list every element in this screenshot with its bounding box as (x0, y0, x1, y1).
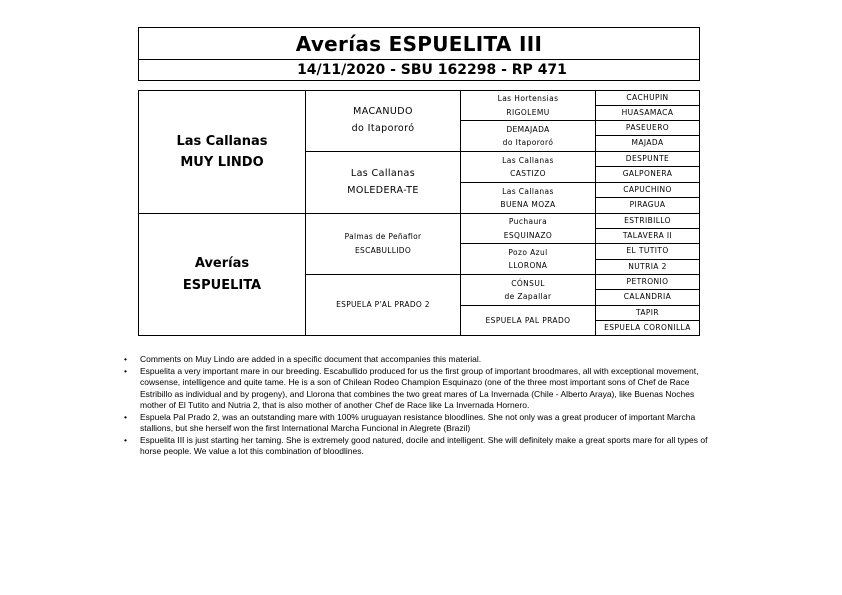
sire-sire-cell (305, 90, 461, 152)
sire-dam-breeder: Las Callanas (350, 167, 416, 179)
gen4-cell-7 (595, 182, 700, 198)
gen4-cell-3 (595, 120, 700, 136)
gen3-4-breeder: Las Callanas (502, 186, 554, 196)
gen4-name-11: EL TUTITO (626, 246, 669, 256)
note-text: Espuelita a very important mare in our breeding. Escabullido produced for us the first group of important broodmares, all with exceptional movement, cowsense, intelligence and quite tame. He is a son of Chilean Rodeo Champion Esquinazo (one of the three most important sons of Chef de Race Estribillo as individual and by progeny), and Llorona that combines the two great mares of La Invernada (Chile - Alberto Araya), like Buenas Noches mother of El Tutito and Nutria 2, that is also mother of another Chef de Race like La Invernada Hornero. (140, 365, 699, 411)
gen4-name-1: CACHUPIN (626, 92, 669, 102)
dam-name: ESPUELITA (182, 277, 262, 293)
gen4-cell-12 (595, 259, 700, 275)
gen3-cell-1 (460, 90, 596, 121)
gen4-cell-2 (595, 105, 700, 121)
dam-cell (138, 213, 306, 336)
gen3-2-origin: do Itapororó (502, 138, 554, 147)
gen4-name-7: CAPUCHINO (623, 184, 672, 194)
notes-list (124, 354, 720, 458)
gen4-name-2: HUASAMACA (621, 107, 674, 117)
gen4-name-14: CALANDRIA (623, 292, 672, 302)
gen4-name-4: MAJADA (631, 138, 664, 148)
dam-sire-breeder: Palmas de Peñaflor (344, 231, 422, 241)
gen3-cell-4 (460, 182, 596, 214)
dam-sire-cell (305, 213, 461, 275)
dam-breeder: Averías (194, 256, 250, 272)
dam-dam-name: ESPUELA P'AL PRADO 2 (336, 299, 430, 309)
gen4-cell-13 (595, 274, 700, 290)
gen3-cell-8 (460, 305, 596, 336)
gen3-6-breeder: Pozo Azul (508, 247, 548, 257)
page-subtitle: 14/11/2020 - SBU 162298 - RP 471 (297, 62, 567, 78)
gen4-name-15: TAPIR (635, 307, 660, 317)
gen3-1-breeder: Las Hortensias (497, 94, 559, 104)
sire-sire-origin: do Itapororó (351, 123, 415, 134)
gen4-name-10: TALAVERA II (622, 230, 673, 240)
gen3-1-name: RIGOLEMU (506, 107, 550, 117)
gen3-8-name: ESPUELA PAL PRADO (485, 315, 571, 325)
gen4-cell-14 (595, 289, 700, 306)
gen4-name-3: PASEUERO (625, 122, 670, 132)
note-item (124, 354, 720, 366)
sire-name: MUY LINDO (180, 155, 264, 170)
bullet-icon: • (124, 365, 127, 376)
bullet-icon: • (124, 354, 127, 364)
gen4-name-13: PETRONIO (626, 276, 669, 286)
sire-dam-name: MOLEDERA-TE (347, 184, 419, 196)
gen3-cell-7 (460, 274, 596, 306)
note-text: Comments on Muy Lindo are added in a specific document that accompanies this material. (140, 354, 482, 364)
gen4-cell-6 (595, 166, 700, 183)
gen4-cell-11 (595, 243, 700, 260)
gen4-cell-16 (595, 320, 700, 336)
gen3-3-breeder: Las Callanas (502, 155, 554, 165)
page-title: Averías ESPUELITA III (295, 32, 543, 56)
gen4-name-12: NUTRIA 2 (628, 261, 667, 271)
bullet-icon: • (124, 434, 127, 445)
gen4-cell-8 (595, 197, 700, 214)
note-item (124, 366, 720, 412)
gen4-cell-5 (595, 151, 700, 167)
gen3-cell-3 (460, 151, 596, 183)
title-box (138, 27, 700, 81)
gen3-7-origin: de Zapallar (504, 292, 552, 301)
gen3-5-name: ESQUINAZO (503, 230, 553, 240)
gen4-name-8: PIRAGUA (629, 200, 666, 210)
gen4-name-5: DESPUNTE (625, 153, 670, 163)
sire-breeder: Las Callanas (176, 133, 268, 149)
gen3-cell-5 (460, 213, 596, 244)
gen3-cell-2 (460, 120, 596, 152)
gen3-7-name: CÓNSUL (511, 278, 545, 288)
gen4-cell-4 (595, 135, 700, 152)
gen3-4-name: BUENA MOZA (500, 200, 556, 209)
sire-sire-name: MACANUDO (353, 106, 413, 118)
gen4-name-9: ESTRIBILLO (624, 215, 671, 225)
gen4-cell-10 (595, 228, 700, 244)
gen3-6-name: LLORONA (508, 261, 548, 270)
sire-cell (138, 90, 306, 214)
note-text: Espuela Pal Prado 2, was an outstanding mare with 100% uruguayan resistance bloodlines. She not only was a great producer of important Marcha stallions, but she herself won the first International Marcha Funcional in Alegrete (Brazil) (140, 411, 696, 434)
gen3-5-breeder: Puchaura (508, 217, 548, 227)
dam-sire-name: ESCABULLIDO (354, 246, 412, 255)
gen4-cell-1 (595, 90, 700, 106)
note-item (124, 412, 720, 435)
gen4-name-6: GALPONERA (622, 169, 673, 179)
sire-dam-cell (305, 151, 461, 214)
pedigree-table (138, 90, 700, 336)
gen4-cell-9 (595, 213, 700, 229)
gen3-2-name: DEMAJADA (506, 124, 550, 134)
gen3-3-name: CASTIZO (510, 169, 546, 178)
note-item (124, 435, 720, 458)
gen4-name-16: ESPUELA CORONILLA (604, 322, 691, 332)
note-text: Espuelita III is just starting her taming. She is extremely good natured, docile and intelligent. She will definitely make a great sports mare for all types of horse people. We value a lot this combination of bloodlines. (140, 434, 708, 457)
gen3-cell-6 (460, 243, 596, 275)
gen4-cell-15 (595, 305, 700, 321)
dam-dam-cell (305, 274, 461, 336)
bullet-icon: • (124, 411, 127, 422)
